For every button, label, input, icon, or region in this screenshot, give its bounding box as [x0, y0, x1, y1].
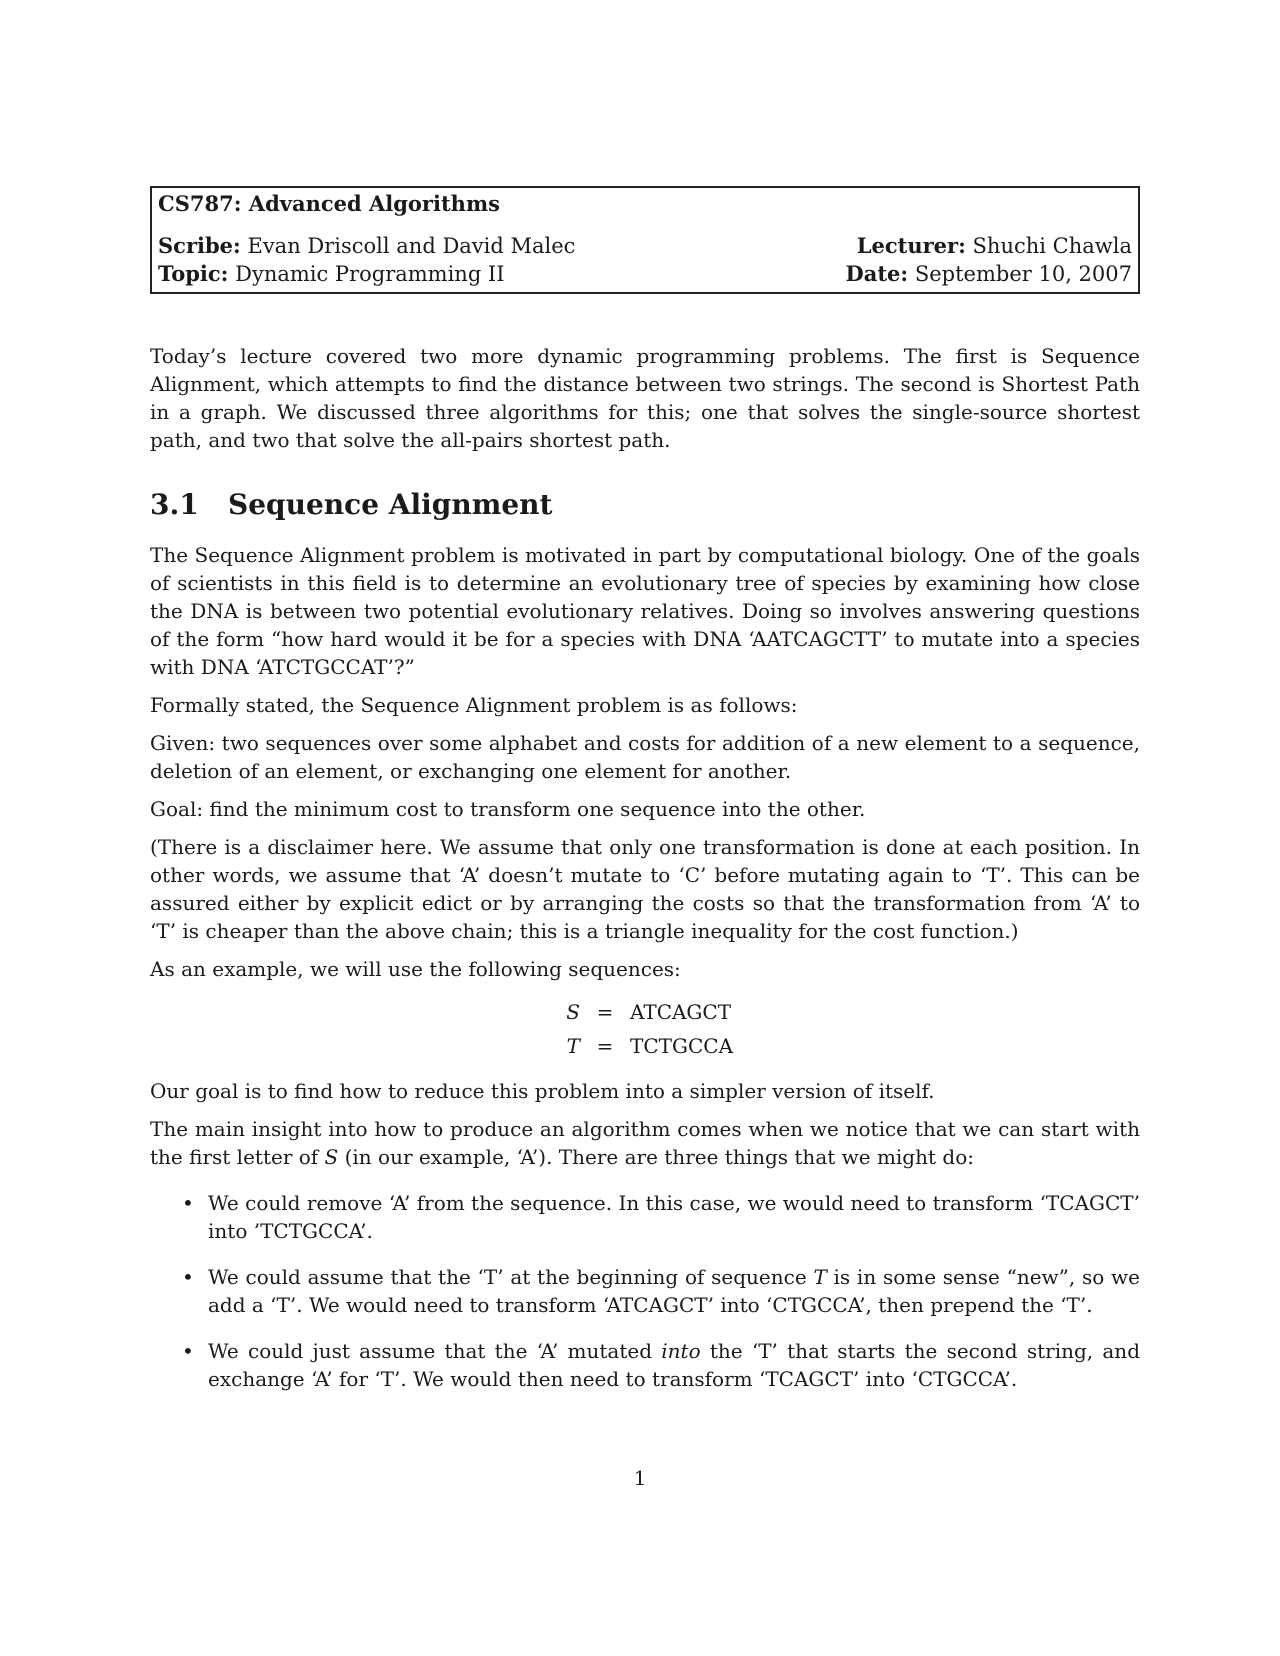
course-title: CS787: Advanced Algorithms — [158, 191, 500, 216]
equation-row — [540, 995, 750, 1029]
topic-label: Topic: — [158, 261, 229, 286]
bullet-add-text-b: is in some sense “new”, so we add a ‘T’. We would need to transform ‘ATCAGCT’ into ‘CTGCCA’, then prepend the ‘T’. — [208, 1265, 1140, 1317]
insight-text-a: The main insight into how to produce an algorithm comes when we notice that we can start with the first letter of — [150, 1117, 1140, 1169]
list-item — [208, 1337, 1140, 1393]
lecturer-line — [857, 232, 1132, 260]
variable-s: S — [324, 1145, 339, 1169]
equation-lhs: S — [566, 1000, 580, 1024]
sequence-equations — [540, 995, 750, 1063]
bullet-exchange-text-b: the ‘T’ that starts the second string, and exchange ‘A’ for ‘T’. We would then need to transform ‘TCAGCT’ into ‘CTGCCA’. — [208, 1339, 1140, 1391]
section-number: 3.1 — [150, 488, 199, 521]
bullet-remove-text: We could remove ‘A’ from the sequence. In this case, we would need to transform ‘TCAGCT’ into ’TCTGCCA’. — [208, 1191, 1140, 1243]
paragraph-example: As an example, we will use the following sequences: — [150, 957, 681, 981]
bullet-add-text-a: We could assume that the ‘T’ at the beginning of sequence — [208, 1265, 814, 1289]
date-text: September 10, 2007 — [914, 262, 1132, 286]
variable-t: T — [813, 1265, 827, 1289]
bullet-exchange-text-a: We could just assume that the ‘A’ mutated — [208, 1339, 662, 1363]
list-item — [208, 1263, 1140, 1319]
paragraph-insight — [150, 1115, 1140, 1171]
date-line — [846, 260, 1132, 288]
date-label: Date: — [845, 261, 909, 286]
equation-rhs: ATCAGCT — [630, 1000, 732, 1024]
section-title: Sequence Alignment — [228, 488, 553, 521]
lecturer-label: Lecturer: — [856, 233, 966, 258]
scribe-line — [158, 232, 575, 260]
paragraph-disclaimer: (There is a disclaimer here. We assume that only one transformation is done at each position. In other words, we assume that ‘A’ doesn’t mutate to ‘C’ before mutating again to ‘T’. This can be assured either by explicit edict or by arranging the costs so that the transformation from ‘A’ to ‘T’ is cheaper than the above chain; this is a triangle inequality for the cost function.) — [150, 835, 1140, 943]
topic-text: Dynamic Programming II — [235, 262, 505, 286]
paragraph-formal: Formally stated, the Sequence Alignment problem is as follows: — [150, 693, 798, 717]
lecturer-name: Shuchi Chawla — [972, 234, 1132, 258]
lecture-header-box — [150, 186, 1140, 294]
equation-operator: = — [596, 1034, 614, 1058]
scribe-names: Evan Driscoll and David Malec — [247, 234, 576, 258]
paragraph-motivation: The Sequence Alignment problem is motivated in part by computational biology. One of the goals of scientists in this field is to determine an evolutionary tree of species by examining how close the DNA is between two potential evolutionary relatives. Doing so involves answering questions of the form “how hard would it be for a species with DNA ‘AATCAGCTT’ to mutate into a species with DNA ‘ATCTGCCAT’?” — [150, 543, 1140, 679]
header-row-1 — [158, 232, 1132, 260]
paragraph-given: Given: two sequences over some alphabet and costs for addition of a new element to a sequence, deletion of an element, or exchanging one element for another. — [150, 731, 1140, 783]
emphasis-into: into — [661, 1339, 701, 1363]
page-number: 1 — [633, 1466, 647, 1490]
options-list — [150, 1189, 1140, 1393]
section-heading — [150, 488, 1140, 521]
header-row-2 — [158, 260, 1132, 288]
scribe-label: Scribe: — [158, 233, 241, 258]
equation-row — [540, 1029, 750, 1063]
equation-lhs: T — [566, 1034, 580, 1058]
paragraph-goal: Goal: find the minimum cost to transform one sequence into the other. — [150, 797, 866, 821]
equation-rhs: TCTGCCA — [630, 1034, 734, 1058]
page-content — [150, 186, 1140, 1411]
paragraph-goal-reduce: Our goal is to find how to reduce this problem into a simpler version of itself. — [150, 1079, 935, 1103]
topic-line — [158, 260, 505, 288]
insight-text-b: (in our example, ‘A’). There are three things that we might do: — [338, 1145, 974, 1169]
intro-paragraph: Today’s lecture covered two more dynamic programming problems. The first is Sequence Alignment, which attempts to find the distance between two strings. The second is Shortest Path in a graph. We discussed three algorithms for this; one that solves the single-source shortest path, and two that solve the all-pairs shortest path. — [150, 344, 1140, 452]
list-item — [208, 1189, 1140, 1245]
equation-operator: = — [596, 1000, 614, 1024]
